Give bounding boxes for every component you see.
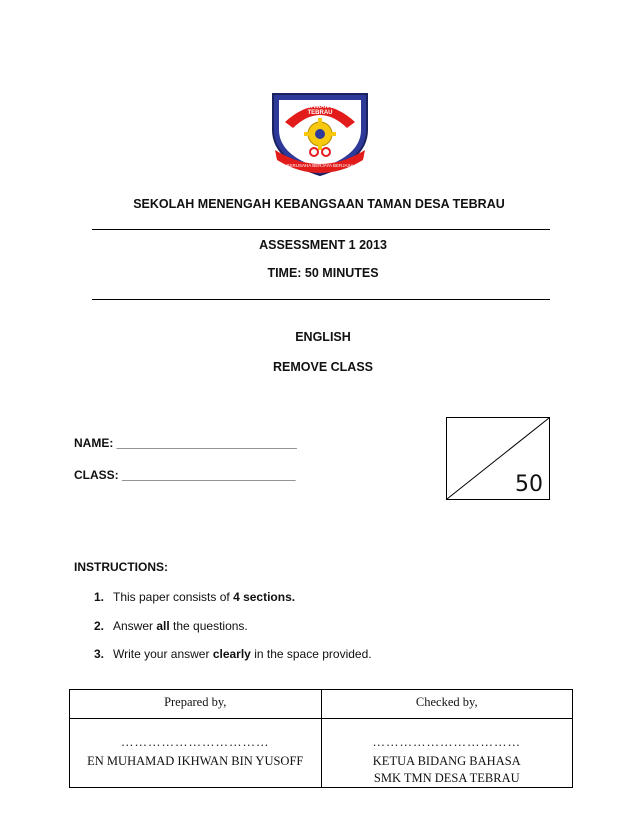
checked-title: KETUA BIDANG BAHASA	[372, 754, 521, 768]
checked-by-label: Checked by,	[321, 690, 573, 719]
logo-name-arc: SMK TAMAN DESA TEBRAU	[292, 104, 348, 116]
divider-top	[92, 229, 550, 230]
instruction-item: 3. Write your answer clearly in the space provided.	[94, 647, 372, 661]
school-name: SEKOLAH MENENGAH KEBANGSAAN TAMAN DESA TEBRAU	[133, 197, 505, 211]
prepared-signature-line: ……………………………	[121, 735, 270, 749]
class-field: CLASS: __________________________	[74, 468, 296, 482]
assessment-title: ASSESSMENT 1 2013	[259, 238, 387, 252]
prepared-by-cell	[70, 719, 322, 788]
total-marks: 50	[515, 472, 543, 497]
subject: ENGLISH	[295, 330, 351, 344]
class-level: REMOVE CLASS	[272, 360, 373, 374]
signature-table	[69, 689, 573, 788]
marks-box	[446, 417, 550, 500]
checked-school: SMK TMN DESA TEBRAU	[373, 771, 520, 785]
logo-motto: BERUSAHA BERJAYA BERJASA	[286, 163, 354, 168]
name-field: NAME: ___________________________	[74, 436, 297, 450]
checked-by-cell	[321, 719, 573, 788]
checked-signature-line: ……………………………	[372, 735, 521, 749]
divider-bottom	[92, 299, 550, 300]
prepared-name: EN MUHAMAD IKHWAN BIN YUSOFF	[87, 754, 304, 768]
instruction-item: 2. Answer all the questions.	[94, 619, 248, 633]
exam-time: TIME: 50 MINUTES	[267, 266, 379, 280]
instructions-heading: INSTRUCTIONS:	[74, 560, 168, 574]
instruction-item: 1. This paper consists of 4 sections.	[94, 590, 296, 604]
prepared-by-label: Prepared by,	[70, 690, 322, 719]
